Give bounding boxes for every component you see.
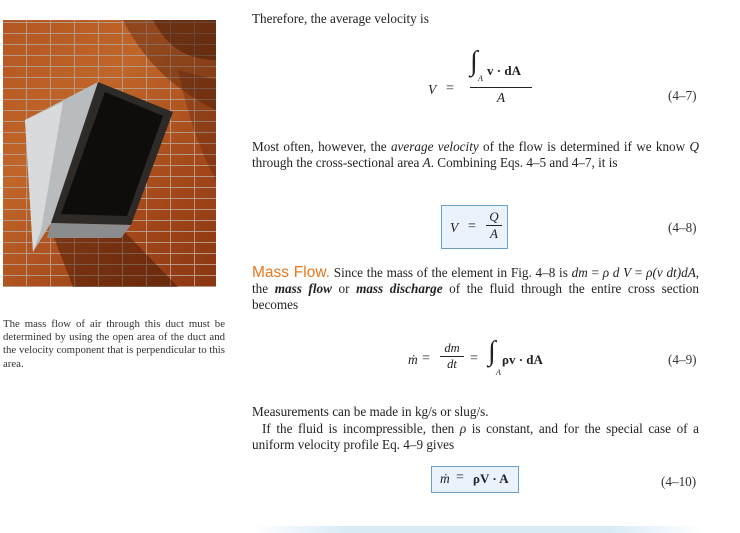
bottom-decorative-strip (252, 526, 702, 533)
eq47-numerator (470, 46, 532, 88)
duct-photo (3, 20, 216, 287)
eq47-lhs: V (428, 82, 437, 97)
eq48-equals: = (468, 219, 476, 234)
eq410-number: (4–10) (661, 474, 697, 489)
equation-4-8-box (441, 205, 508, 249)
eq47-integrand: v · dA (487, 63, 521, 78)
eq410-equals: = (456, 470, 464, 485)
paragraph-average-velocity-intro: Therefore, the average velocity is (252, 11, 429, 26)
eq47-denominator: A (496, 90, 506, 105)
eq49-equals-1: = (422, 351, 430, 366)
paragraph-incompressible: If the fluid is incompressible, then ρ is constant, and for the special case of a uniform velocity profile Eq. 4–9 gives (252, 421, 699, 452)
eq49-equals-2: = (470, 351, 478, 366)
eq49-subscript: A (496, 368, 501, 377)
eq47-subscript: A (478, 74, 483, 83)
eq49-denominator: dt (447, 357, 457, 371)
eq48-number: (4–8) (668, 220, 697, 235)
eq48-lhs: V (450, 220, 459, 235)
duct-illustration (3, 20, 216, 287)
eq47-equals: = (446, 81, 454, 96)
paragraph-measurements: Measurements can be made in kg/s or slug/s. (252, 404, 489, 419)
paragraph-mass-flow: Mass Flow. Since the mass of the element in Fig. 4–8 is dm = ρ d V = ρ(v dt)dA, the mass flow or mass discharge of the fluid through the entire cross section becomes (252, 264, 700, 312)
section-heading-mass-flow: Mass Flow. (252, 264, 330, 281)
integral-sign: ∫ (488, 336, 496, 367)
eq47-number: (4–7) (668, 88, 697, 103)
eq49-lhs: ṁ (408, 352, 418, 367)
photo-caption: The mass flow of air through this duct must be determined by using the open area of the duct and the velocity component that is perpendicular to this area. (3, 318, 225, 370)
eq410-lhs: ṁ (440, 471, 450, 486)
integral-sign: ∫ (470, 46, 478, 77)
eq49-number: (4–9) (668, 352, 697, 367)
paragraph-combining-eqs: Most often, however, the average velocity of the flow is determined if we know Q through the cross-sectional area A. Combining Eqs. 4–5 and 4–7, it is (252, 139, 699, 170)
eq48-denominator: A (490, 226, 498, 241)
equation-4-9 (408, 338, 558, 382)
eq410-rhs: ρV · A (473, 471, 509, 486)
eq48-numerator: Q (486, 209, 502, 226)
equation-4-10-box (431, 466, 519, 493)
eq49-numerator: dm (440, 341, 464, 357)
eq49-integrand: ρv · dA (502, 352, 543, 367)
